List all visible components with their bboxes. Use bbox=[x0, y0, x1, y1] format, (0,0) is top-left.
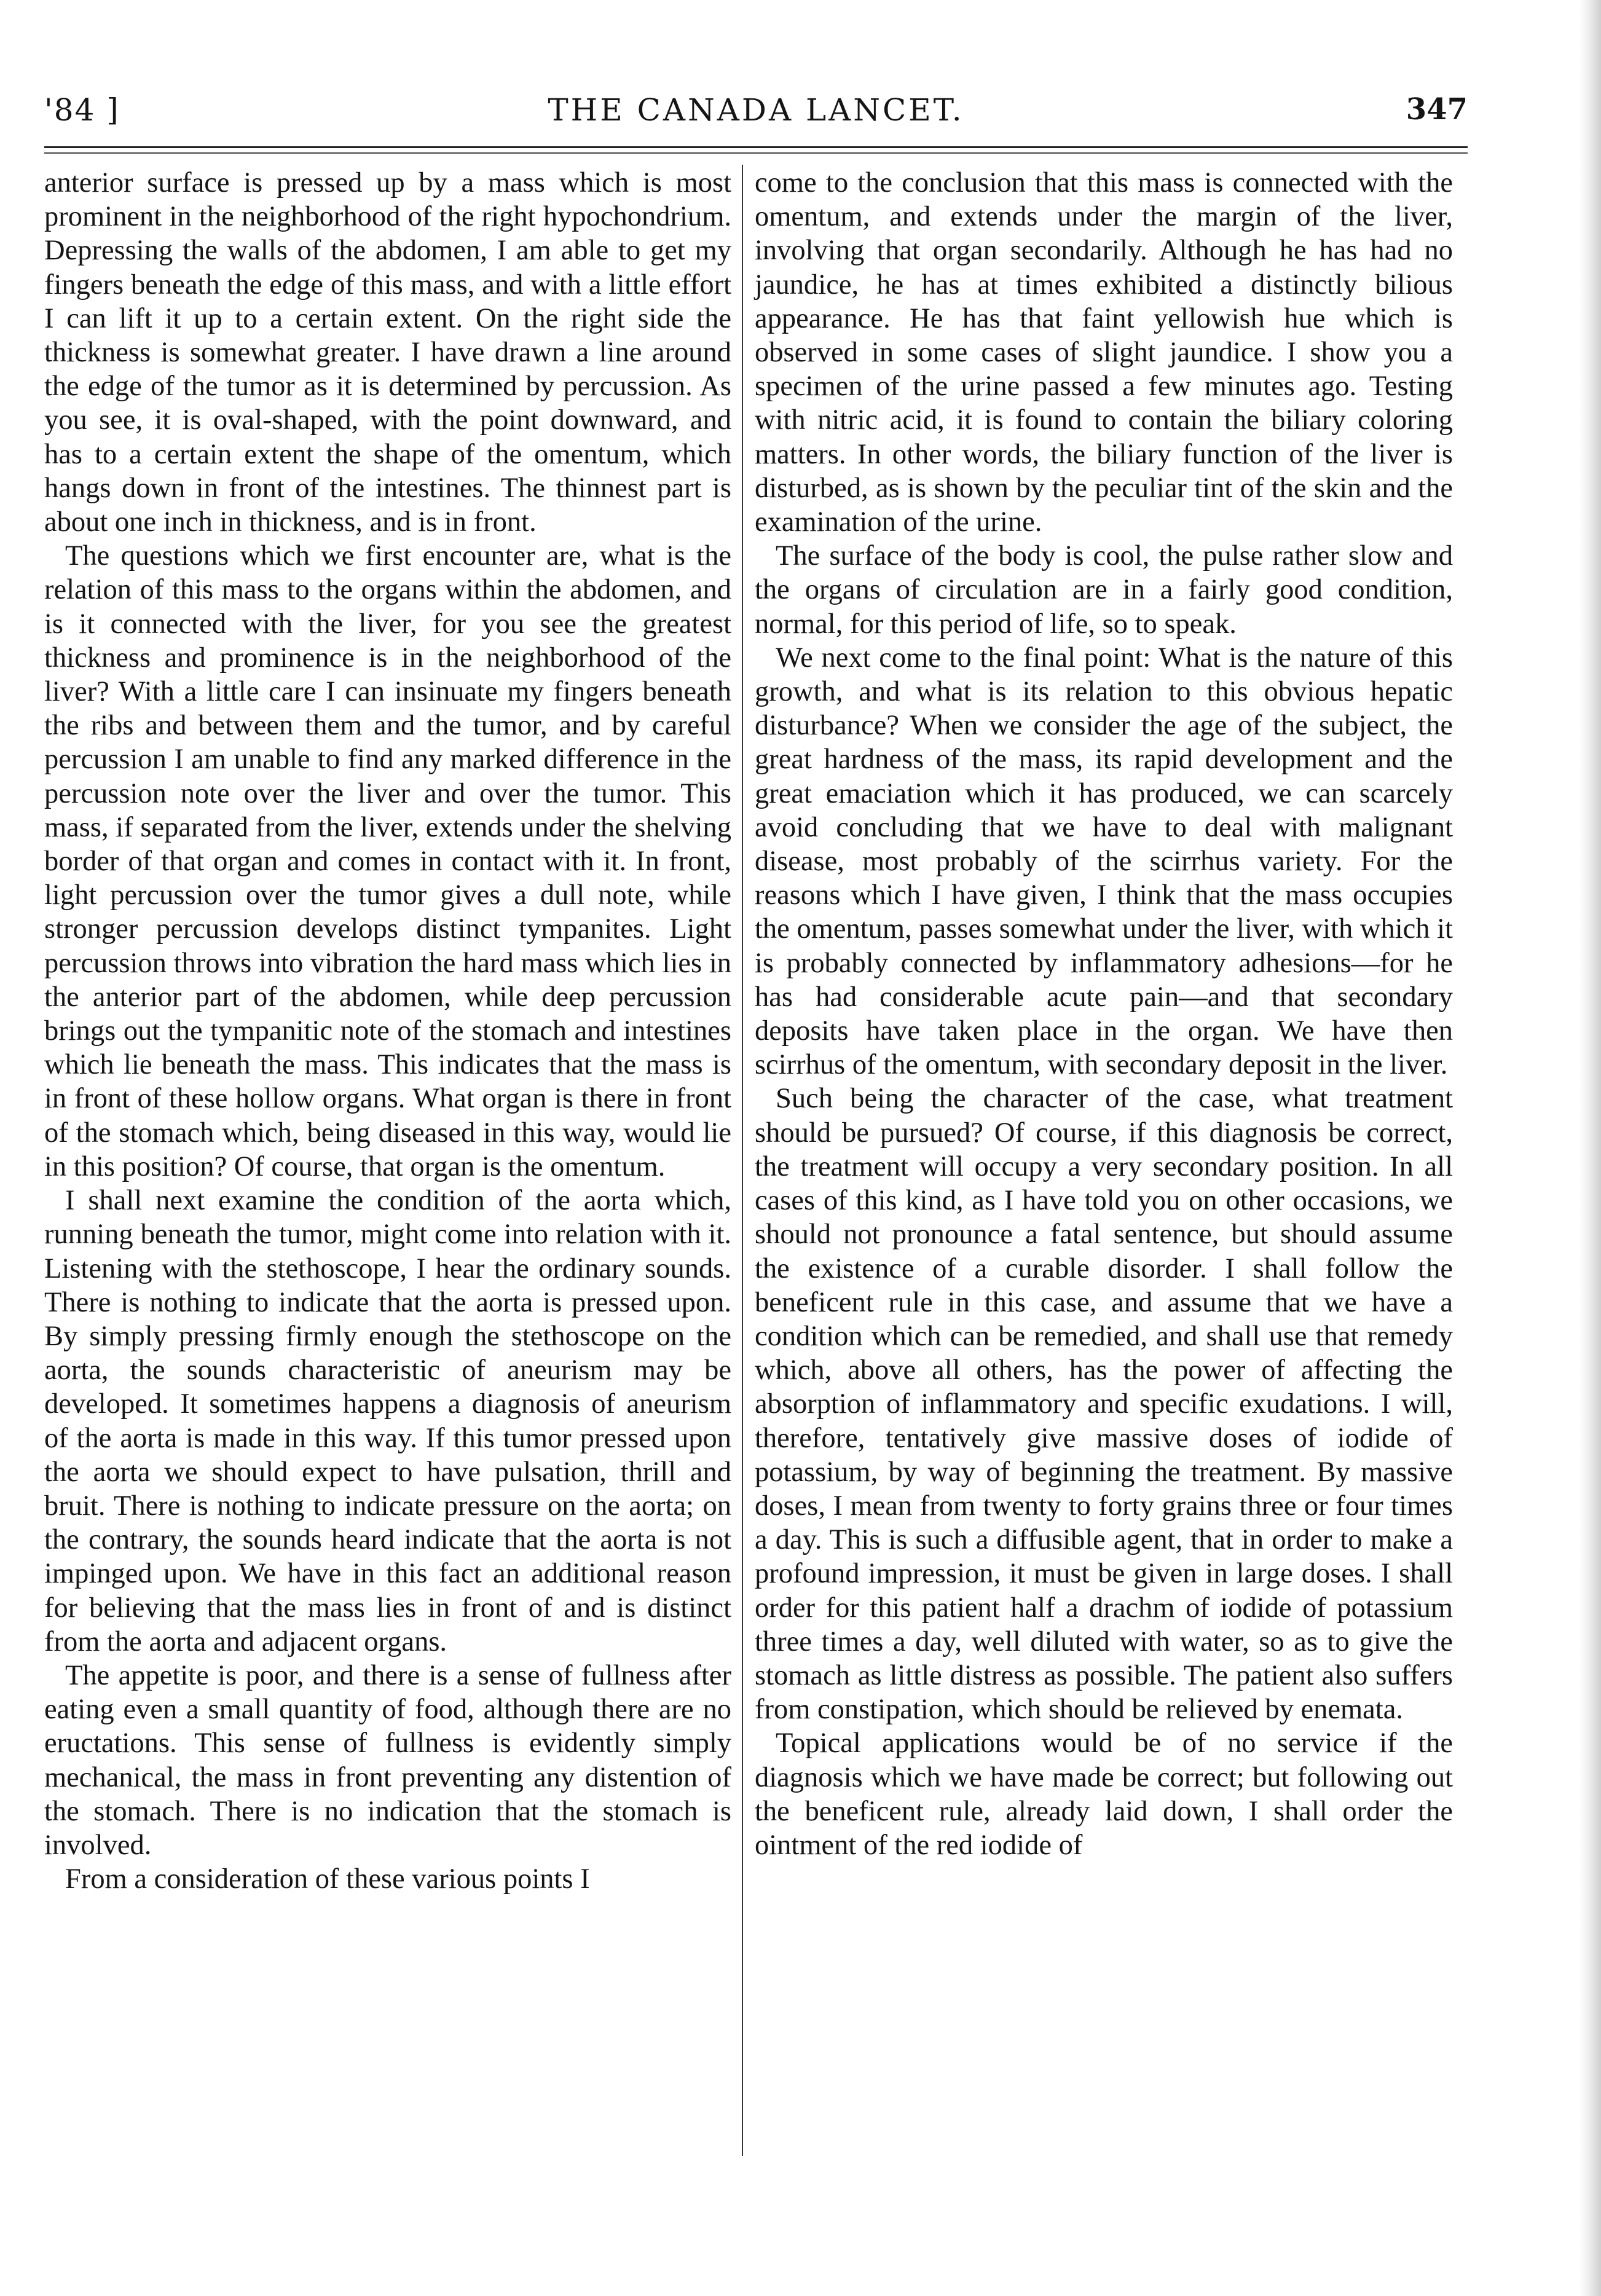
page-number: 347 bbox=[1406, 92, 1468, 127]
paragraph: I shall next examine the condition of the aorta which, running beneath the tumor, might come into relation with it. Listening with the stethoscope, I hear the ordinary sounds. There is nothing to indicate that the aorta is pressed upon. By simply pressing firmly enough the stethoscope on the aorta, the sounds characteristic of aneurism may be developed. It sometimes happens a diagnosis of aneurism of the aorta is made in this way. If this tumor pressed upon the aorta we should expect to have pulsation, thrill and bruit. There is nothing to indicate pressure on the aorta; on the contrary, the sounds heard indicate that the aorta is not impinged upon. We have in this fact an additional reason for believing that the mass lies in front of and is distinct from the aorta and adjacent organs. bbox=[44, 1185, 731, 1657]
page-binding-edge bbox=[1579, 0, 1601, 2296]
running-header bbox=[44, 92, 1468, 141]
right-column bbox=[755, 166, 1453, 1862]
left-column bbox=[44, 166, 731, 1896]
paragraph: The questions which we first encounter are, what is the relation of this mass to the organs within the abdomen, and is it connected with the liver, for you see the greatest thickness and prominence is in the neighborhood of the liver? With a little care I can insinuate my fingers beneath the ribs and between them and the tumor, and by careful percussion I am unable to find any marked difference in the percussion note over the liver and over the tumor. This mass, if separated from the liver, extends under the shelving border of that organ and comes in contact with it. In front, light percussion over the tumor gives a dull note, while stronger percussion develops distinct tympanites. Light percussion throws into vibration the hard mass which lies in the anterior part of the abdomen, while deep percussion brings out the tympanitic note of the stomach and intestines which lie beneath the mass. This indicates that the mass is in front of these hollow organs. What organ is there in front of the stomach which, being diseased in this way, would lie in this position? Of course, that organ is the omentum. bbox=[44, 540, 731, 1182]
column-divider bbox=[742, 165, 743, 2156]
paragraph: We next come to the final point: What is the nature of this growth, and what is its relation to this obvious hepatic disturbance? When we consider the age of the subject, the great hardness of the mass, its rapid development and the great emaciation which it has produced, we can scarcely avoid concluding that we have to deal with malignant disease, most probably of the scirrhus variety. For the reasons which I have given, I think that the mass occupies the omentum, passes somewhat under the liver, with which it is probably connected by inflammatory adhesions—for he has had considerable acute pain—and that secondary deposits have taken place in the organ. We have then scirrhus of the omentum, with secondary deposit in the liver. bbox=[755, 642, 1453, 1081]
paragraph: anterior surface is pressed up by a mass which is most prominent in the neighborhood of the right hypochondrium. Depressing the walls of the abdomen, I am able to get my fingers beneath the edge of this mass, and with a little effort I can lift it up to a certain extent. On the right side the thickness is somewhat greater. I have drawn a line around the edge of the tumor as it is determined by percussion. As you see, it is oval-shaped, with the point downward, and has to a certain extent the shape of the omentum, which hangs down in front of the intestines. The thinnest part is about one inch in thickness, and is in front. bbox=[44, 167, 731, 538]
header-rule bbox=[44, 146, 1468, 148]
paragraph: Topical applications would be of no service if the diagnosis which we have made be correct; but following out the beneficent rule, already laid down, I shall order the ointment of the red iodide of bbox=[755, 1728, 1453, 1861]
journal-title: THE CANADA LANCET. bbox=[548, 92, 964, 128]
paragraph: From a consideration of these various points I bbox=[65, 1863, 590, 1895]
paragraph: The appetite is poor, and there is a sense of fullness after eating even a small quantity of food, although there are no eructations. This sense of fullness is evidently simply mechanical, the mass in front preventing any distention of the stomach. There is no indication that the stomach is involved. bbox=[44, 1659, 731, 1861]
paragraph: The surface of the body is cool, the pulse rather slow and the organs of circulation are in a fairly good condition, normal, for this period of life, so to speak. bbox=[755, 540, 1453, 640]
paragraph: come to the conclusion that this mass is connected with the omentum, and extends under the margin of the liver, involving that organ secondarily. Although he has had no jaundice, he has at times exhibited a distinctly bilious appearance. He has that faint yellowish hue which is observed in some cases of slight jaundice. I show you a specimen of the urine passed a few minutes ago. Testing with nitric acid, it is found to contain the biliary coloring matters. In other words, the biliary function of the liver is disturbed, as is shown by the peculiar tint of the skin and the examination of the urine. bbox=[755, 167, 1453, 538]
header-year: '84 ] bbox=[44, 92, 120, 128]
paragraph: Such being the character of the case, what treatment should be pursued? Of course, if this diagnosis be correct, the treatment will occupy a very secondary position. In all cases of this kind, as I have told you on other occasions, we should not pronounce a fatal sentence, but should assume the existence of a curable disorder. I shall follow the beneficent rule in this case, and assume that we have a condition which can be remedied, and shall use that remedy which, above all others, has the power of affecting the absorption of inflammatory and specific exudations. I will, therefore, tentatively give massive doses of iodide of potassium, by way of beginning the treatment. By massive doses, I mean from twenty to forty grains three or four times a day. This is such a diffusible agent, that in order to make a profound impression, it must be given in large doses. I shall order for this patient half a drachm of iodide of potassium three times a day, well diluted with water, so as to give the stomach as little distress as possible. The patient also suffers from constipation, which should be relieved by enemata. bbox=[755, 1083, 1453, 1726]
header-rule-secondary bbox=[44, 152, 1468, 154]
